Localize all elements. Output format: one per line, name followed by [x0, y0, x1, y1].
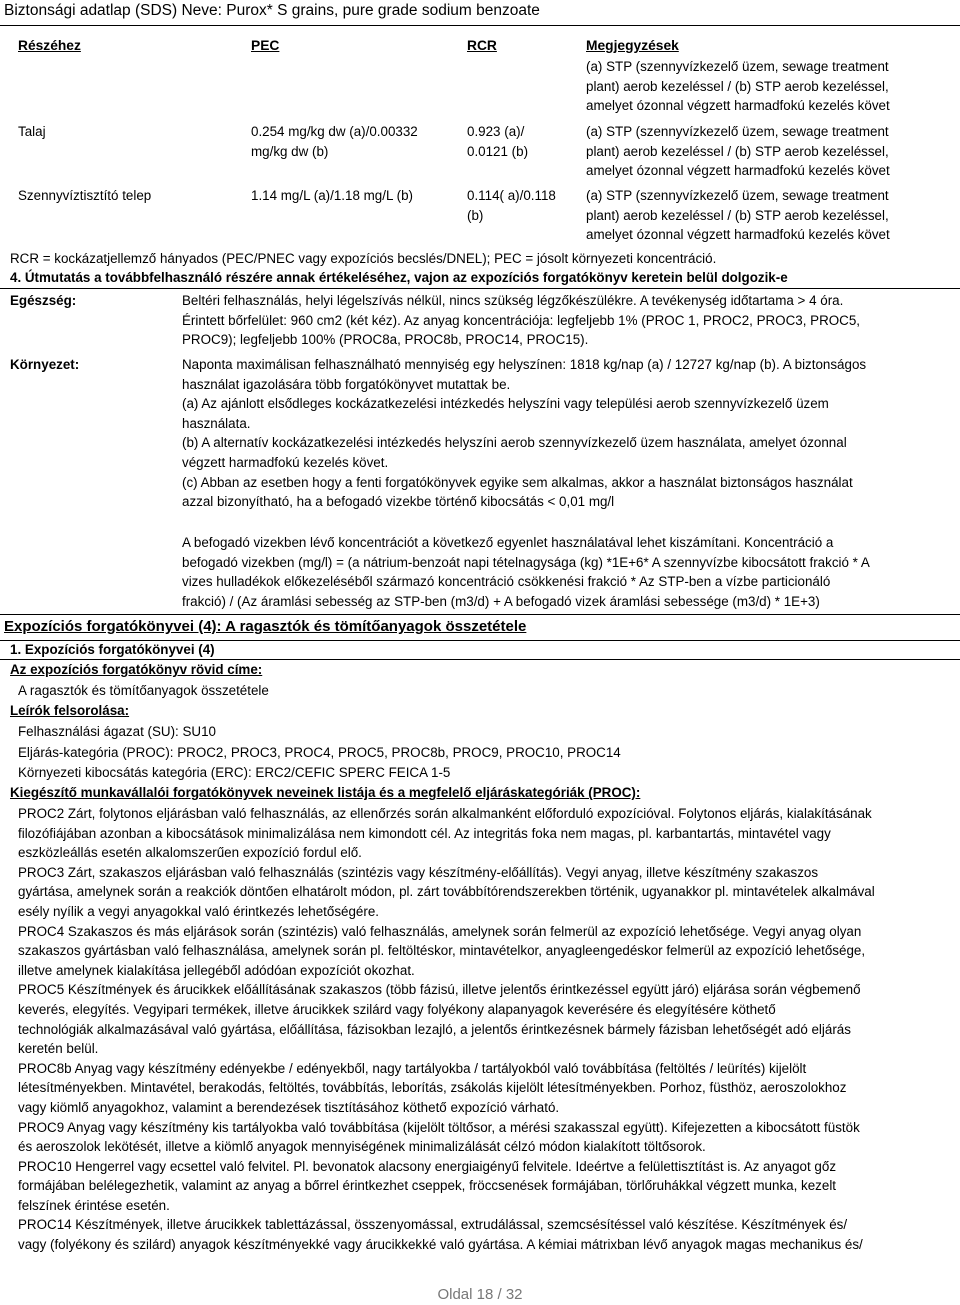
calculation-text: [182, 533, 952, 611]
environment-label: Környezet:: [10, 357, 80, 372]
row-compartment: Talaj: [18, 124, 46, 139]
proc-line: keretén belül.: [18, 1041, 99, 1057]
rcr-line: 0.114( a)/0.118: [467, 188, 556, 203]
proc-line: PROC3 Zárt, szakaszos eljárásban való felhasználás (szintézis vagy készítmény-előállítás). Vegyi anyag, illetve készítmény szakaszos: [18, 864, 819, 880]
calc-line: befogadó vizekben (mg/l) = (a nátrium-benzoát napi tételnagysága (kg) *1E+6* A szennyvízbe kibocsátott frakció * A: [182, 554, 870, 570]
document-header-title: Biztonsági adatlap (SDS) Neve: Purox* S grains, pure grade sodium benzoate: [4, 2, 540, 19]
env-line: Naponta maximálisan felhasználható mennyiség egy helyszínen: 1818 kg/nap (a) / 12727 kg/nap (b). A biztonságos: [182, 357, 867, 372]
proc-line: PROC14 Készítmények, illetve árucikkek tablettázással, összenyomással, extrudálással, szemcsésítéssel való készítése. Készítmények és/: [18, 1217, 848, 1233]
descriptors-list: [18, 722, 621, 783]
column-header-rcr: RCR: [467, 38, 497, 53]
section4-divider: [0, 288, 960, 289]
env-line: (b) A alternatív kockázatkezelési intézkedés helyszíni aerob szennyvízkezelő üzem használata, amelyet ózonnal: [182, 435, 847, 451]
proc-line: felszínek érintése esetén.: [18, 1197, 170, 1213]
row-rcr: [467, 122, 528, 161]
env-line: (c) Abban az esetben hogy a fenti forgatókönyvek egyike sem alkalmas, akkor a használat biztonságos használat: [182, 474, 853, 490]
proc-line: szakaszos gyártásban való felhasználása, amelynek során pl. feltöltéskor, mintavételkor, anyagleengedéskor felmerül az expozíció lehetősége,: [18, 943, 866, 959]
calc-line: frakció) / (Az áramlási sebesség az STP-ben (m3/d) + A befogadó vizek áramlási sebessége (m3/d) * 1E+3): [182, 593, 820, 609]
env-line: használata.: [182, 415, 251, 431]
proc-line: keverés, elegyítés. Vegyipari termékek, illetve árucikkek szilárd vagy folyékony alapanyagok keverésére és elegyítésére köthető: [18, 1001, 776, 1017]
list-item: Felhasználási ágazat (SU): SU10: [18, 724, 216, 739]
row-pec: [251, 186, 413, 206]
proc-descriptions: [18, 804, 940, 1255]
proc-line: esély nyílik a vegyi anyagokkal való érintkezés lehetőségére.: [18, 903, 380, 919]
note-line: plant) aerob kezeléssel / (b) STP aerob kezeléssel,: [586, 207, 889, 223]
proc-line: PROC10 Hengerrel vagy ecsettel való felvitel. Pl. bevonatok alacsony energiaigényű felvitele. Ideértve a felülettisztítást is. Az anyagot gőz: [18, 1158, 837, 1174]
health-label: Egészség:: [10, 293, 77, 308]
env-line: végzett harmadfokú kezelés követ.: [182, 454, 389, 470]
health-text: [182, 291, 952, 350]
proc-line: létesítményekben. Mintavétel, berakodás, feltöltés, továbbítás, leborítás, zsákolás kijelölt létesítményekben. Porhoz, füsthöz, aeroszolokhoz: [18, 1080, 847, 1096]
proc-line: illetve amelynek kialakítása jellegéből adódóan expozíciót okozhat.: [18, 962, 415, 978]
note-line: (a) STP (szennyvízkezelő üzem, sewage treatment: [586, 188, 889, 203]
pec-line: 0.254 mg/kg dw (a)/0.00332: [251, 124, 418, 139]
rcr-line: 0.923 (a)/: [467, 124, 525, 139]
descriptors-label: Leírók felsorolása:: [10, 703, 130, 718]
proc-line: vagy (folyékony és szilárd) anyagok készítményekké vagy árucikkekké való gyártása. A kémiai mátrixban lévő anyagok magas mechanikus és/: [18, 1237, 863, 1253]
env-line: azzal bizonyítható, ha a befogadó vizekbe történő kibocsátás < 0,01 mg/l: [182, 494, 615, 510]
note-line: amelyet ózonnal végzett harmadfokú kezelés követ: [586, 227, 890, 243]
header-divider: [0, 25, 960, 26]
pec-line: 1.14 mg/L (a)/1.18 mg/L (b): [251, 188, 414, 203]
note-line: amelyet ózonnal végzett harmadfokú kezelés követ: [586, 163, 890, 179]
es4-subtitle: 1. Expozíciós forgatókönyvei (4): [10, 642, 215, 657]
es4-top-divider: [0, 614, 960, 615]
proc-line: gyártása, amelynek során a reakciók döntően elhatárolt módon, pl. zárt továbbítórendszerekben történik, ugyanakkor pl. mintavételek alkalmával: [18, 884, 875, 900]
column-header-compartment: Részéhez: [18, 38, 81, 53]
row-compartment: Szennyvíztisztító telep: [18, 188, 152, 203]
page-number: Oldal 18 / 32: [437, 1286, 523, 1303]
env-line: használat igazolására több forgatókönyvet mutattak be.: [182, 376, 511, 392]
rcr-line: (b): [467, 207, 484, 223]
proc-line: PROC8b Anyag vagy készítmény edényekbe / edényekből, nagy tartályokba / tartályokból való továbbítása (feltöltés / leürítés) kijelölt: [18, 1060, 807, 1076]
proc-line: vagy kiömlő anyagokhoz, valamint a berendezések tisztításához köthető expozíció várható.: [18, 1099, 560, 1115]
pec-line: mg/kg dw (b): [251, 143, 329, 159]
proc-line: formájában belélegezhetik, valamint az anyag a bőrrel érintkezhet cseppek, fröccsenések formájában, törlőruhákkal végzett munka, kezelt: [18, 1178, 837, 1194]
calc-line: A befogadó vizekben lévő koncentrációt a következő egyenlet használatával lehet kiszámítani. Koncentráció a: [182, 535, 834, 550]
column-header-pec: PEC: [251, 38, 280, 53]
calc-line: vizes hulladékok előkezeléséből származó koncentráció csökkenési frakció * Az STP-ben a vízbe particionáló: [182, 574, 831, 590]
health-line: Beltéri felhasználás, helyi légelszívás nélkül, nincs szükség légzőkészülékre. A tevékenység időtartama > 4 óra.: [182, 293, 844, 308]
note-line: amelyet ózonnal végzett harmadfokú kezelés követ: [586, 98, 890, 114]
rcr-line: 0.0121 (b): [467, 143, 529, 159]
row-notes: [586, 186, 958, 245]
proc-line: PROC2 Zárt, folytonos eljárásban való felhasználás, az ellenőrzés során alkalmanként előforduló expozícióval. Folytonos eljárás, kialakításának: [18, 806, 872, 821]
table-note-continued: [586, 57, 958, 116]
health-line: Érintett bőrfelület: 960 cm2 (két kéz). Az anyag koncentrációja: legfeljebb 1% (PROC 1, PROC2, PROC3, PROC5,: [182, 312, 861, 328]
es4-title: Expozíciós forgatókönyvei (4): A ragasztók és tömítőanyagok összetétele: [4, 618, 527, 635]
health-line: PROC9); legfeljebb 100% (PROC8a, PROC8b, PROC14, PROC15).: [182, 332, 589, 348]
row-rcr: [467, 186, 556, 225]
proc-list-title: Kiegészítő munkavállalói forgatókönyvek neveinek listája és a megfelelő eljáráskategóriák (PROC):: [10, 785, 641, 800]
environment-text: [182, 355, 952, 512]
proc-line: PROC9 Anyag vagy készítmény kis tartályokba való továbbítása (kijelölt töltősor, a mérési szakasszal együtt). Kifejezetten a kibocsátott füstök: [18, 1119, 860, 1135]
proc-line: filozófiájában azonban a kibocsátások minimalizálása nem kimondott cél. Az integritás foka nem magas, pl. karbantartás, mintavétel vagy: [18, 825, 831, 841]
list-item: Eljárás-kategória (PROC): PROC2, PROC3, PROC4, PROC5, PROC8b, PROC9, PROC10, PROC14: [18, 744, 621, 760]
proc-line: technológiák alkalmazásával való gyártása, előállítása, fázisokban lezajló, a jelentős érintkezésnek bármely fázisban lehetőségét adó eljárás: [18, 1021, 851, 1037]
short-title-label: Az expozíciós forgatókönyv rövid címe:: [10, 662, 263, 677]
row-pec: [251, 122, 418, 161]
env-line: (a) Az ajánlott elsődleges kockázatkezelési intézkedés helyszíni vagy települési aerob szennyvízkezelő üzem: [182, 396, 829, 412]
section4-title: 4. Útmutatás a továbbfelhasználó részére annak értékeléséhez, vajon az expozíciós forgatókönyv keretein belül dolgozik-e: [10, 270, 788, 285]
column-header-notes: Megjegyzések: [586, 38, 679, 53]
proc-line: eszközleállás esetén alkalomszerűen expozíció fordul elő.: [18, 845, 362, 861]
rcr-footnote: RCR = kockázatjellemző hányados (PEC/PNEC vagy expozíciós becslés/DNEL); PEC = jósolt környezeti koncentráció.: [10, 251, 717, 266]
note-line: plant) aerob kezeléssel / (b) STP aerob kezeléssel,: [586, 78, 889, 94]
note-line: (a) STP (szennyvízkezelő üzem, sewage treatment: [586, 124, 889, 139]
list-item: Környezeti kibocsátás kategória (ERC): ERC2/CEFIC SPERC FEICA 1-5: [18, 765, 451, 781]
proc-line: PROC5 Készítmények és árucikkek előállításának szakaszos (több fázisú, illetve jelentős érintkezéssel együtt járó) eljárása során végbemenő: [18, 982, 861, 998]
note-line: (a) STP (szennyvízkezelő üzem, sewage treatment: [586, 59, 889, 74]
short-title-value: A ragasztók és tömítőanyagok összetétele: [18, 683, 269, 698]
proc-line: PROC4 Szakaszos és más eljárások során (szintézis) való felhasználás, amelynek során felmerül az expozíció lehetősége. Vegyi anyag olyan: [18, 923, 862, 939]
proc-line: és aeroszolok lekötését, illetve a kiömlő anyagok mennyiségének minimalizálását célzó módon kialakított töltősorok.: [18, 1139, 706, 1155]
row-notes: [586, 122, 958, 181]
note-line: plant) aerob kezeléssel / (b) STP aerob kezeléssel,: [586, 143, 889, 159]
